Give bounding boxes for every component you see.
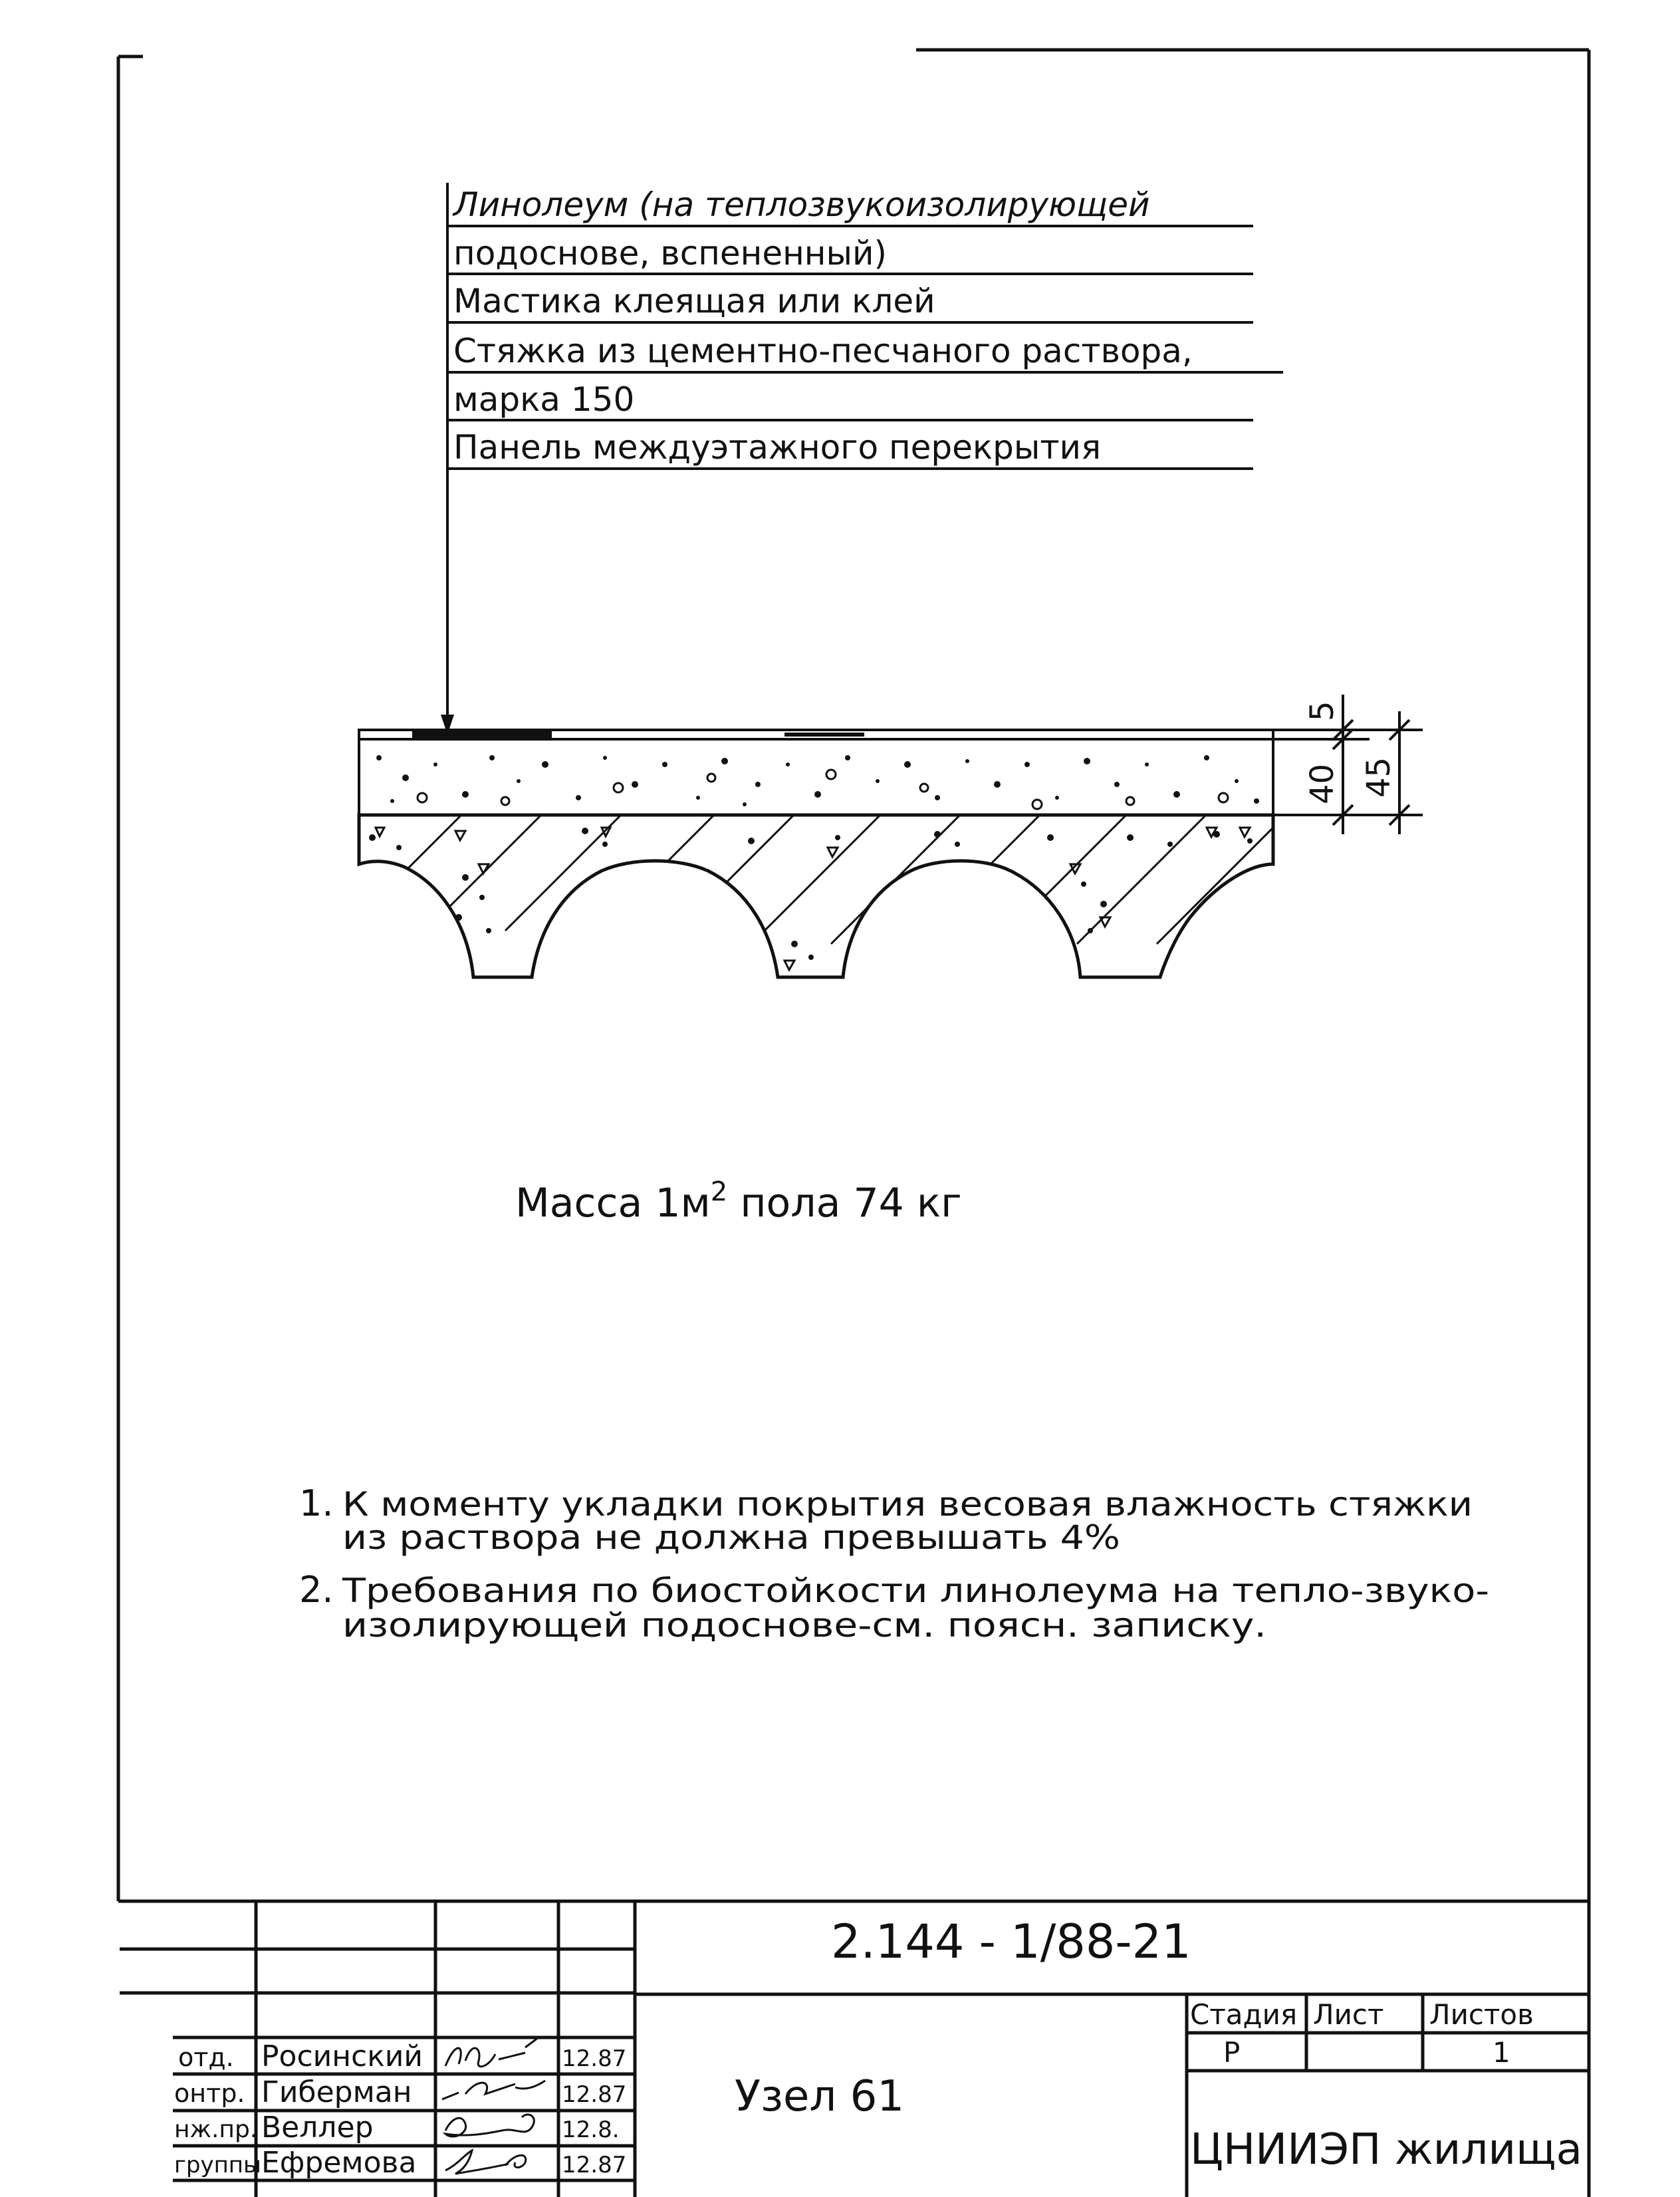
note-2-line-2: изолирующей подоснове-см. поясн. записку. <box>342 1606 1266 1645</box>
note-1-line-1: К моменту укладки покрытия весовая влажность стяжки <box>342 1485 1473 1524</box>
screed-layer <box>359 739 1273 815</box>
dimension-lines <box>1273 695 1423 834</box>
signature-date: 12.8. <box>562 2117 620 2143</box>
sheet-header: Лист <box>1313 1998 1384 2031</box>
callout-line-5: марка 150 <box>453 380 635 419</box>
document-code: 2.144 - 1/88-21 <box>831 1914 1191 1969</box>
signature-role: группы <box>174 2152 261 2178</box>
stage-header: Стадия <box>1190 1998 1298 2031</box>
signature-date: 12.87 <box>562 2081 627 2108</box>
note-1-number: 1. <box>299 1482 334 1524</box>
callout-line-2: подоснове, вспененный) <box>453 234 887 273</box>
callout-line-1: Линолеум (на теплозвукоизолирующей <box>453 185 1150 224</box>
sheets-value: 1 <box>1493 2036 1510 2069</box>
mass-statement: Масса $1м^2$ пола 74 кг <box>515 1177 962 1226</box>
note-2-line-1: Требования по биостойкости линолеума на тепло-звуко- <box>341 1571 1489 1610</box>
signature-name: Росинский <box>261 2039 423 2073</box>
signature-name: Ефремова <box>261 2146 417 2180</box>
callout-line-3: Мастика клеящая или клей <box>453 282 935 320</box>
signature-name: Веллер <box>261 2111 374 2144</box>
dimension-5: 5 <box>1304 701 1341 721</box>
note-1-line-2: из раствора не должна превышать 4% <box>342 1518 1120 1557</box>
note-2-number: 2. <box>299 1569 334 1611</box>
sheets-header: Листов <box>1429 1998 1534 2031</box>
floor-section <box>346 730 1290 977</box>
dimension-45: 45 <box>1360 756 1397 798</box>
organization-name: ЦНИИЭП жилища <box>1190 2125 1582 2174</box>
signature-date: 12.87 <box>562 2045 627 2072</box>
signature-role: нж.пр. <box>174 2116 258 2143</box>
sheet-title: Узел 61 <box>735 2072 905 2121</box>
handwritten-signatures <box>442 2037 545 2174</box>
signature-date: 12.87 <box>562 2152 627 2178</box>
callout-line-6: Панель междуэтажного перекрытия <box>453 428 1102 467</box>
hollow-core-panel <box>359 815 1273 977</box>
layer-callout <box>441 183 1283 735</box>
stage-value: Р <box>1223 2036 1241 2069</box>
callout-line-4: Стяжка из цементно-песчаного раствора, <box>453 332 1193 370</box>
signature-role: онтр. <box>174 2079 245 2108</box>
dimension-40: 40 <box>1304 763 1341 804</box>
notes <box>299 1482 1489 1645</box>
signature-role: отд. <box>178 2043 234 2072</box>
signature-name: Гиберман <box>261 2075 412 2109</box>
